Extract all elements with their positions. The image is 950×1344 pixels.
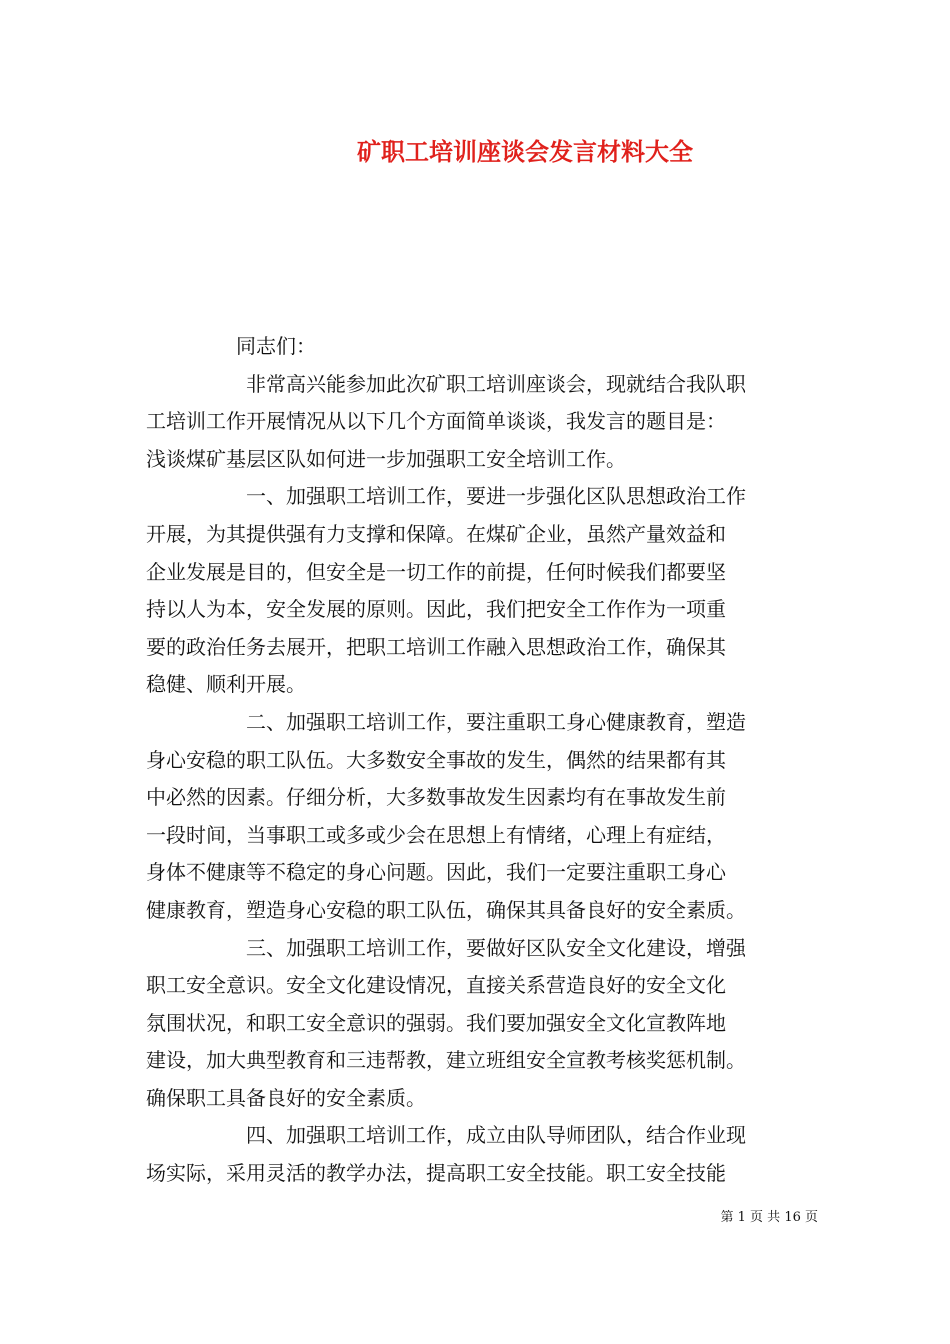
paragraph-line: 持以人为本，安全发展的原则。因此，我们把安全工作作为一项重 [146, 597, 726, 622]
salutation: 同志们： [236, 334, 316, 358]
paragraph-line: 职工安全意识。安全文化建设情况，直接关系营造良好的安全文化 [146, 973, 726, 998]
paragraph-line: 一、加强职工培训工作，要进一步强化区队思想政治工作 [246, 484, 746, 509]
paragraph-line: 三、加强职工培训工作，要做好区队安全文化建设，增强 [246, 935, 746, 960]
paragraph-line: 浅谈煤矿基层区队如何进一步加强职工安全培训工作。 [146, 446, 626, 471]
paragraph-line: 企业发展是目的，但安全是一切工作的前提，任何时候我们都要坚 [146, 559, 726, 584]
paragraph-line: 氛围状况，和职工安全意识的强弱。我们要加强安全文化宣教阵地 [146, 1010, 726, 1035]
paragraph-line: 稳健、顺利开展。 [146, 672, 306, 697]
paragraph-line: 健康教育，塑造身心安稳的职工队伍，确保其具备良好的安全素质。 [146, 897, 746, 922]
paragraph-line: 要的政治任务去展开，把职工培训工作融入思想政治工作，确保其 [146, 634, 726, 659]
paragraph-line: 身体不健康等不稳定的身心问题。因此，我们一定要注重职工身心 [146, 860, 726, 885]
paragraph-line: 二、加强职工培训工作，要注重职工身心健康教育，塑造 [246, 709, 746, 734]
paragraph-line: 四、加强职工培训工作，成立由队导师团队，结合作业现 [246, 1123, 746, 1148]
page-number: 第 1 页 共 16 页 [720, 1210, 818, 1225]
paragraph-line: 建设，加大典型教育和三违帮教，建立班组安全宣教考核奖惩机制。 [146, 1048, 746, 1073]
paragraph-line: 确保职工具备良好的安全素质。 [146, 1085, 426, 1110]
paragraph-line: 身心安稳的职工队伍。大多数安全事故的发生，偶然的结果都有其 [146, 747, 726, 772]
paragraph-line: 一段时间，当事职工或多或少会在思想上有情绪，心理上有症结， [146, 822, 726, 847]
paragraph-line: 工培训工作开展情况从以下几个方面简单谈谈，我发言的题目是： [146, 409, 726, 434]
paragraph-line: 场实际，采用灵活的教学办法，提高职工安全技能。职工安全技能 [146, 1161, 726, 1186]
paragraph-line: 开展，为其提供强有力支撑和保障。在煤矿企业，虽然产量效益和 [146, 521, 726, 546]
document-title: 矿职工培训座谈会发言材料大全 [357, 137, 693, 166]
document-body [146, 328, 826, 1193]
paragraph-line: 非常高兴能参加此次矿职工培训座谈会，现就结合我队职 [246, 371, 746, 396]
paragraph-line: 中必然的因素。仔细分析，大多数事故发生因素均有在事故发生前 [146, 785, 726, 810]
